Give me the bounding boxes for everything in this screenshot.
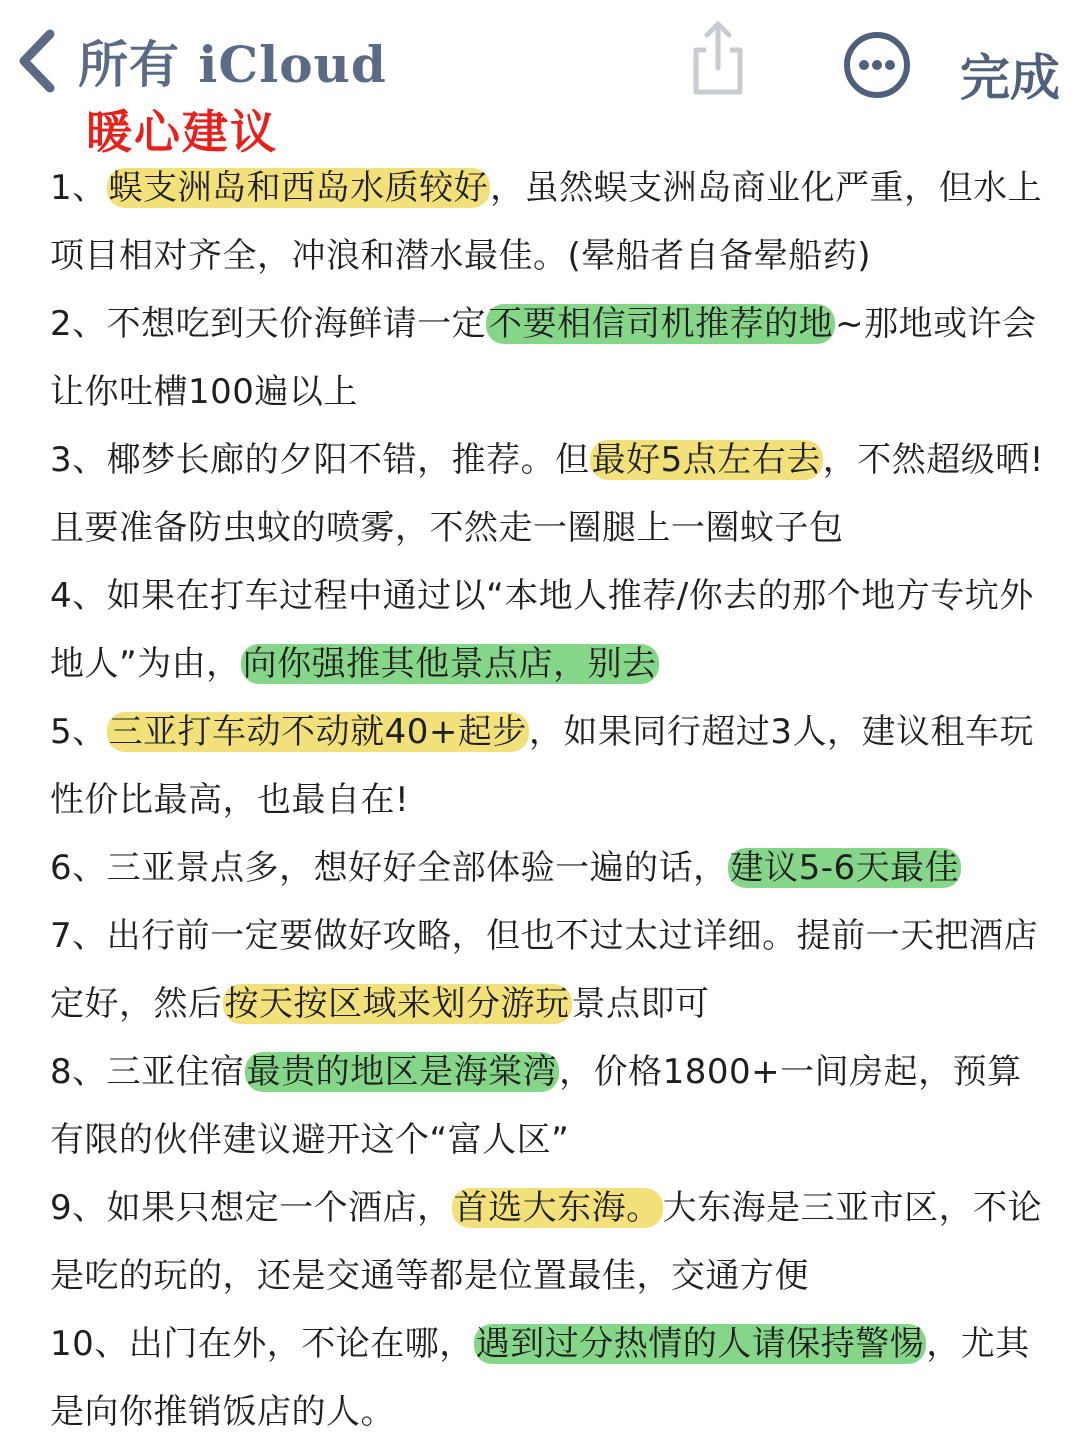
chevron-left-icon	[14, 26, 60, 96]
tip-text: 1、	[50, 168, 107, 208]
highlight-green: 向你强推其他景点店，别去	[242, 644, 657, 684]
tip-text: ，不然超级晒!且要准备防虫蚊的喷雾，不然走一圈腿上一圈蚊子包	[50, 440, 1044, 548]
tip-text: 10、出门在外，不论在哪，	[50, 1324, 474, 1364]
highlight-yellow: 三亚打车动不动就40+起步	[108, 712, 527, 752]
highlight-green: 建议5-6天最佳	[729, 848, 960, 888]
tip-text: ，价格1800+一间房起，预算有限的伙伴建议避开这个“富人区”	[50, 1052, 1022, 1160]
page-title: 暖心建议	[86, 105, 278, 159]
highlight-yellow: 首选大东海。	[453, 1188, 661, 1228]
tip-text: 2、不想吃到天价海鲜请一定	[50, 304, 487, 344]
share-icon[interactable]	[688, 16, 748, 98]
tip-text: 5、	[50, 712, 107, 752]
highlight-yellow: 按天按区域来划分游玩	[224, 984, 570, 1024]
tip-text: ~那地或许会让你吐槽100遍以上	[50, 304, 1037, 412]
tip-text: 3、椰梦长廊的夕阳不错，推荐。但	[50, 440, 590, 480]
tip-text: 6、三亚景点多，想好好全部体验一遍的话，	[50, 848, 728, 888]
tip-item	[50, 1174, 1050, 1310]
tip-item	[50, 426, 1050, 562]
back-button[interactable]	[14, 26, 387, 96]
tip-item	[50, 1038, 1050, 1174]
tip-text: ，虽然蜈支洲岛商业化严重，但水上项目相对齐全，冲浪和潜水最佳。(晕船者自备晕船药)	[50, 168, 1043, 276]
more-icon[interactable]	[842, 30, 912, 100]
tip-text: 大东海是三亚市区，不论是吃的玩的，还是交通等都是位置最佳，交通方便	[50, 1188, 1043, 1296]
tip-item	[50, 290, 1050, 426]
tip-text: ，如果同行超过3人，建议租车玩性价比最高，也最自在!	[50, 712, 1035, 820]
highlight-green: 最贵的地区是海棠湾	[246, 1052, 558, 1092]
done-button[interactable]: 完成	[960, 49, 1060, 107]
highlight-yellow: 蜈支洲岛和西岛水质较好	[108, 168, 489, 208]
tip-item	[50, 834, 1050, 902]
tip-item	[50, 698, 1050, 834]
tip-text: ，尤其是向你推销饭店的人。	[50, 1324, 1030, 1432]
highlight-green: 不要相信司机推荐的地	[488, 304, 834, 344]
tips-list	[50, 154, 1050, 1446]
tip-item	[50, 154, 1050, 290]
tip-item	[50, 1310, 1050, 1446]
highlight-green: 遇到过分热情的人请保持警惕	[475, 1324, 925, 1364]
tip-item	[50, 562, 1050, 698]
highlight-yellow: 最好5点左右去	[591, 440, 821, 480]
back-label: 所有 iCloud	[78, 35, 387, 94]
tip-text: 8、三亚住宿	[50, 1052, 245, 1092]
tip-text: 7、出行前一定要做好攻略，但也不过太过详细。提前一天把酒店定好，然后	[50, 916, 1039, 1024]
tip-text: 4、如果在打车过程中通过以“本地人推荐/你去的那个地方专坑外地人”为由，	[50, 576, 1034, 684]
tip-text: 景点即可	[571, 984, 710, 1024]
tip-text: 9、如果只想定一个酒店，	[50, 1188, 452, 1228]
tip-item	[50, 902, 1050, 1038]
